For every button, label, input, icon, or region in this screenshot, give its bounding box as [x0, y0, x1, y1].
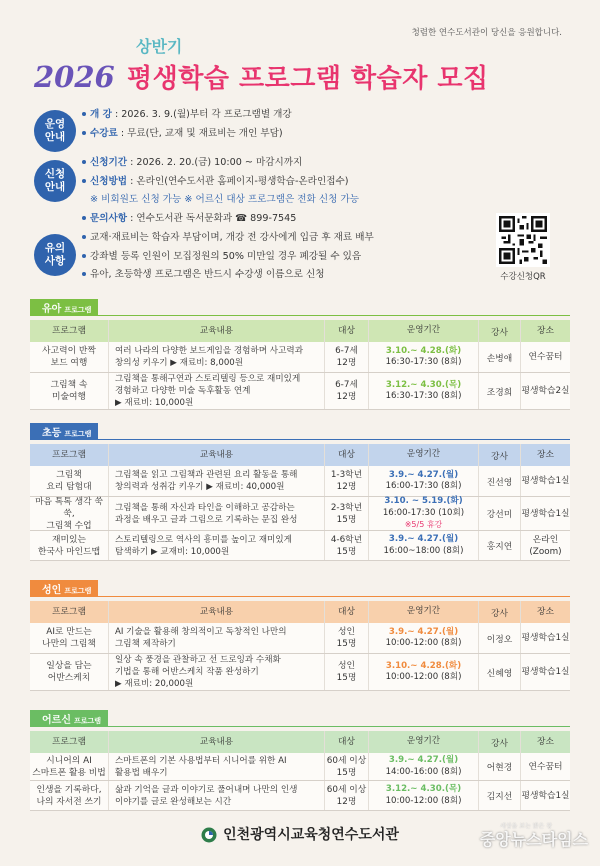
column-header: 대상 [324, 320, 368, 342]
column-header: 운영기간 [368, 320, 478, 342]
teacher-cell: 홍지연 [478, 531, 520, 560]
target-line: 6-7세 [335, 346, 358, 356]
program-name-line: 그림책 수업 [46, 520, 92, 531]
section-3 [30, 711, 570, 811]
target-line: 12명 [336, 482, 357, 492]
content-line: 과정을 배우고 글과 그림으로 기록하는 문집 완성 [115, 514, 298, 525]
info-label-line: 유의 [44, 242, 66, 254]
period-dates: 3.10.~ 4.28.(화) [385, 660, 462, 671]
place-cell [520, 623, 570, 653]
content-line: 활용법 배우기 [115, 767, 168, 778]
info-text: : 2026. 2. 20.(금) 10:00 ~ 마감시까지 [127, 157, 303, 168]
column-header: 강사 [478, 731, 520, 753]
column-header: 교육내용 [108, 601, 324, 623]
period-cell [368, 531, 478, 560]
period-cell [368, 466, 478, 496]
period-cell [368, 373, 478, 409]
year: 2026 [34, 60, 115, 94]
column-header: 교육내용 [108, 444, 324, 466]
info-label-line: 운영 [44, 118, 66, 130]
section-header [30, 424, 570, 440]
info-list [82, 106, 292, 143]
column-header: 교육내용 [108, 320, 324, 342]
footer-org-name: 인천광역시교육청연수도서관 [223, 827, 399, 843]
place-line: 평생학습1실 [521, 633, 570, 643]
table-row [30, 497, 570, 531]
place-line: 평생학습1실 [521, 667, 570, 677]
program-name-line: 스마트폰 활용 비법 [32, 767, 106, 778]
info-key: 신청기간 [90, 157, 128, 168]
info-text: 교재·재료비는 학습자 부담이며, 개강 전 강사에게 입금 후 재료 배부 [90, 232, 374, 243]
program-name-cell [30, 497, 108, 530]
target-line: 15명 [336, 767, 357, 778]
info-label-line: 사항 [44, 255, 66, 267]
content-line: ▶ 재료비: 10,000원 [115, 398, 194, 408]
column-header: 장소 [520, 444, 570, 466]
column-header: 교육내용 [108, 731, 324, 753]
column-header: 운영기간 [368, 444, 478, 466]
place-line: 평생학습1실 [521, 476, 570, 486]
place-cell [520, 781, 570, 810]
period-dates: 3.9.~ 4.27.(월) [388, 755, 459, 765]
info-key: 개 강 [90, 109, 112, 120]
table-row [30, 373, 570, 410]
column-header: 운영기간 [368, 601, 478, 623]
qr-code-icon [499, 216, 547, 264]
section-1 [30, 424, 570, 561]
info-row [82, 266, 374, 285]
target-line: 60세 이상 [326, 755, 367, 766]
program-name-line: 요리 탐험대 [46, 482, 92, 492]
teacher-cell: 강선미 [478, 497, 520, 530]
info-text: 유아, 초등학생 프로그램은 반드시 수강생 이름으로 신청 [90, 269, 325, 280]
target-line: 성인 [338, 627, 355, 637]
period-time: 16:00-17:30 (8회) [385, 481, 462, 491]
content-line: 경험하고 다양한 미술 독후활동 연계 [115, 386, 251, 396]
content-line: 일상 속 풍경을 관찰하고 선 드로잉과 수채화 [115, 655, 281, 665]
teacher-cell: 김지선 [478, 781, 520, 810]
period-time: 10:00-12:00 (8회) [385, 795, 462, 806]
column-header: 강사 [478, 444, 520, 466]
target-cell [324, 342, 368, 372]
teacher-cell: 진선영 [478, 466, 520, 496]
table-header [30, 601, 570, 623]
column-header: 대상 [324, 444, 368, 466]
teacher-cell: 손병애 [478, 342, 520, 372]
period-dates: 3.9.~ 4.27.(월) [388, 534, 459, 544]
info-text: : 무료(단, 교재 및 재료비는 개인 부담) [117, 127, 283, 139]
place-cell [520, 373, 570, 409]
bullet-icon [82, 131, 86, 135]
section-tag-suffix: 프로그램 [73, 717, 102, 725]
period-time: 10:00-12:00 (8회) [385, 672, 462, 682]
target-cell [324, 781, 368, 810]
place-line: 온라인 [532, 534, 559, 545]
place-line: 평생학습2실 [521, 386, 570, 396]
info-key: 수강료 [90, 127, 118, 139]
content-line: 기법을 통해 어반스케치 작품 완성하기 [115, 667, 259, 677]
bullet-icon [82, 235, 86, 239]
section-0 [30, 300, 570, 410]
table-row [30, 342, 570, 373]
period-cell [368, 497, 478, 530]
content-cell [108, 781, 324, 810]
column-header: 강사 [478, 320, 520, 342]
info-row [82, 229, 374, 248]
info-text: 강좌별 등록 인원이 모집정원의 50% 미만일 경우 폐강될 수 있음 [90, 250, 362, 262]
program-name-line: 일상을 담는 [46, 661, 92, 671]
program-name-line: 한국사 마인드맵 [37, 546, 101, 557]
program-name-cell [30, 781, 108, 810]
period-time: 16:00-17:30 (10회) [382, 507, 465, 518]
program-name-cell [30, 623, 108, 653]
period-dates: 3.12.~ 4.30.(목) [385, 784, 462, 794]
place-cell [520, 342, 570, 372]
period-dates: 3.9.~ 4.27.(월) [388, 469, 459, 480]
program-name-cell [30, 466, 108, 496]
place-cell [520, 531, 570, 560]
table-header [30, 444, 570, 466]
section-name: 어르신 [42, 715, 71, 726]
watermark-tagline: 세상을 보는 밝은 창 [499, 823, 552, 830]
program-name-cell [30, 753, 108, 780]
info-key: 문의사항 [90, 212, 128, 224]
bullet-icon [82, 112, 86, 116]
target-cell [324, 753, 368, 780]
program-name-line: AI로 만드는 [46, 627, 92, 637]
place-line: 평생학습1실 [521, 790, 570, 801]
target-line: 15명 [336, 673, 357, 683]
section-tag [30, 710, 108, 727]
qr-code[interactable] [496, 213, 550, 267]
info-row [82, 210, 359, 229]
column-header: 장소 [520, 320, 570, 342]
target-cell [324, 466, 368, 496]
bullet-icon [82, 216, 86, 220]
target-cell [324, 531, 368, 560]
target-line: 15명 [336, 546, 357, 557]
program-name-line: 그림책 [56, 470, 82, 480]
period-time: 16:00~18:00 (8회) [383, 545, 464, 556]
content-line: 창의력과 성취감 키우기 ▶ 재료비: 40,000원 [115, 482, 285, 492]
column-header: 운영기간 [368, 731, 478, 753]
section-name: 성인 [42, 585, 62, 596]
info-label-circle [34, 160, 76, 202]
info-label-circle [34, 110, 76, 152]
column-header: 대상 [324, 601, 368, 623]
content-cell [108, 531, 324, 560]
content-cell [108, 373, 324, 409]
period-dates: 3.9.~ 4.27.(월) [388, 626, 459, 637]
period-time: 10:00-12:00 (8회) [385, 638, 462, 648]
section-2 [30, 581, 570, 691]
place-line: 연수꿈터 [528, 352, 563, 362]
column-header: 프로그램 [52, 326, 86, 336]
program-name-line: 미술여행 [52, 392, 86, 402]
info-row [82, 154, 359, 173]
content-line: ▶ 재료비: 20,000원 [115, 679, 194, 689]
place-line: 평생학습1실 [521, 508, 570, 519]
section-tag [30, 580, 98, 597]
target-line: 12명 [336, 358, 357, 368]
content-line: AI 기술을 활용해 창의적이고 독창적인 나만의 [115, 627, 287, 637]
info-label-line: 안내 [44, 131, 66, 143]
content-line: 스토리텔링으로 역사의 흥미를 높이고 재미있게 [115, 534, 292, 545]
column-header: 장소 [520, 601, 570, 623]
place-line: (Zoom) [529, 546, 562, 557]
program-name-line: 어반스케치 [47, 673, 91, 683]
bullet-icon [82, 160, 86, 164]
content-line: 이야기를 글로 완성해보는 시간 [115, 796, 232, 807]
info-label-line: 신청 [44, 168, 66, 180]
period-cell [368, 342, 478, 372]
program-name-line: 보드 여행 [50, 358, 88, 368]
target-line: 성인 [338, 661, 355, 671]
program-name-line: 시니어의 AI [46, 755, 92, 766]
target-line: 2-3학년 [330, 502, 363, 513]
program-name-cell [30, 654, 108, 690]
section-tag [30, 299, 98, 316]
section-tag-suffix: 프로그램 [64, 430, 92, 438]
target-cell [324, 373, 368, 409]
info-row [82, 191, 359, 210]
section-tag [30, 423, 98, 440]
period-cell [368, 753, 478, 780]
program-name-line: 마음 톡톡 생각 쑥쑥, [35, 496, 103, 519]
program-name-cell [30, 373, 108, 409]
teacher-cell: 이정오 [478, 623, 520, 653]
target-cell [324, 623, 368, 653]
column-header: 프로그램 [52, 450, 86, 460]
content-line: 스마트폰의 기본 사용법부터 시니어를 위한 AI [115, 755, 287, 766]
content-line: 그림책을 읽고 그림책과 관련된 요리 활동을 통해 [115, 470, 298, 480]
period-dates: 3.10. ~ 5.19.(화) [384, 496, 463, 507]
program-name-line: 그림책 속 [50, 380, 88, 390]
teacher-cell: 조경희 [478, 373, 520, 409]
place-cell [520, 654, 570, 690]
target-line: 4-6학년 [330, 534, 363, 545]
program-name-line: 사고력이 반짝 [42, 346, 96, 356]
content-cell [108, 466, 324, 496]
library-logo-icon [201, 827, 217, 843]
table-row [30, 654, 570, 691]
period-cell [368, 654, 478, 690]
teacher-cell: 어현경 [478, 753, 520, 780]
content-cell [108, 497, 324, 530]
period-dates: 3.10.~ 4.28.(화) [385, 345, 462, 356]
place-cell [520, 466, 570, 496]
table-header [30, 731, 570, 753]
info-list [82, 154, 359, 228]
target-line: 12명 [336, 796, 357, 807]
section-name: 초등 [42, 428, 62, 439]
table-row [30, 623, 570, 654]
table-row [30, 781, 570, 811]
info-text: : 2026. 3. 9.(월)부터 각 프로그램별 개강 [111, 109, 292, 120]
period-time: 14:00-16:00 (8회) [385, 766, 462, 777]
info-key: 신청방법 [90, 175, 128, 187]
info-text: : 온라인(연수도서관 홈페이지-평생학습-온라인접수) [127, 175, 349, 187]
info-row [82, 106, 292, 125]
info-note: ※ 비회원도 신청 가능 ※ 어르신 대상 프로그램은 전화 신청 가능 [90, 194, 359, 205]
program-name-line: 나의 자서전 쓰기 [36, 796, 102, 807]
program-name-line: 나만의 그림책 [42, 639, 96, 649]
content-cell [108, 342, 324, 372]
section-header [30, 711, 570, 727]
place-cell [520, 497, 570, 530]
info-label-line: 안내 [44, 181, 66, 193]
column-header: 프로그램 [52, 737, 86, 747]
info-label-circle [34, 234, 76, 276]
content-cell [108, 753, 324, 780]
slogan: 청렴한 연수도서관이 당신을 응원합니다. [411, 28, 562, 38]
section-header [30, 581, 570, 597]
subtitle: 상반기 [136, 37, 183, 56]
content-line: 삶과 기억을 글과 이야기로 풀어내며 나만의 인생 [115, 784, 298, 795]
target-line: 15명 [336, 639, 357, 649]
content-line: 그림책 제작하기 [115, 639, 176, 649]
info-row [82, 248, 374, 267]
section-tag-suffix: 프로그램 [64, 306, 92, 314]
target-cell [324, 497, 368, 530]
teacher-cell: 신혜영 [478, 654, 520, 690]
table-row [30, 753, 570, 781]
content-line: 탐색하기 ▶ 교재비: 10,000원 [115, 546, 230, 557]
target-line: 1-3학년 [330, 470, 363, 480]
period-time: 16:30-17:30 (8회) [385, 391, 462, 401]
target-cell [324, 654, 368, 690]
content-line: 창의성 키우기 ▶ 재료비: 8,000원 [115, 358, 244, 368]
column-header: 프로그램 [52, 607, 86, 617]
column-header: 강사 [478, 601, 520, 623]
column-header: 장소 [520, 731, 570, 753]
content-cell [108, 654, 324, 690]
place-cell [520, 753, 570, 780]
table-row [30, 466, 570, 497]
content-line: 그림책을 통해 자신과 타인을 이해하고 공감하는 [115, 502, 295, 513]
watermark: 중앙뉴스타임스 [479, 830, 588, 849]
target-line: 12명 [336, 392, 357, 402]
table-row [30, 531, 570, 561]
period-cell [368, 781, 478, 810]
info-list [82, 229, 374, 285]
content-line: 여러 나라의 다양한 보드게임을 경험하며 사고력과 [115, 346, 303, 356]
program-name-line: 재미있는 [52, 534, 86, 545]
period-cell [368, 623, 478, 653]
program-name-line: 인생을 기록하다, [36, 784, 102, 795]
info-row [82, 125, 292, 144]
section-name: 유아 [42, 304, 62, 315]
content-line: 그림책을 통해구연과 스토리텔링 등으로 재미있게 [115, 374, 301, 384]
page-title: 평생학습 프로그램 학습자 모집 [127, 64, 489, 94]
bullet-icon [82, 272, 86, 276]
place-line: 연수꿈터 [528, 761, 563, 772]
bullet-icon [82, 254, 86, 258]
program-name-cell [30, 342, 108, 372]
target-line: 15명 [336, 514, 357, 525]
column-header: 대상 [324, 731, 368, 753]
section-header [30, 300, 570, 316]
target-line: 60세 이상 [326, 784, 367, 795]
program-name-cell [30, 531, 108, 560]
section-tag-suffix: 프로그램 [64, 587, 92, 595]
qr-caption: 수강신청QR [500, 272, 546, 282]
content-cell [108, 623, 324, 653]
period-note: ※5/5 휴강 [404, 520, 443, 530]
period-time: 16:30-17:30 (8회) [385, 357, 462, 367]
info-text: : 연수도서관 독서문화과 ☎ 899-7545 [127, 212, 297, 224]
table-header [30, 320, 570, 342]
period-dates: 3.12.~ 4.30.(목) [385, 379, 462, 390]
target-line: 6-7세 [335, 380, 358, 390]
bullet-icon [82, 179, 86, 183]
info-row [82, 173, 359, 192]
